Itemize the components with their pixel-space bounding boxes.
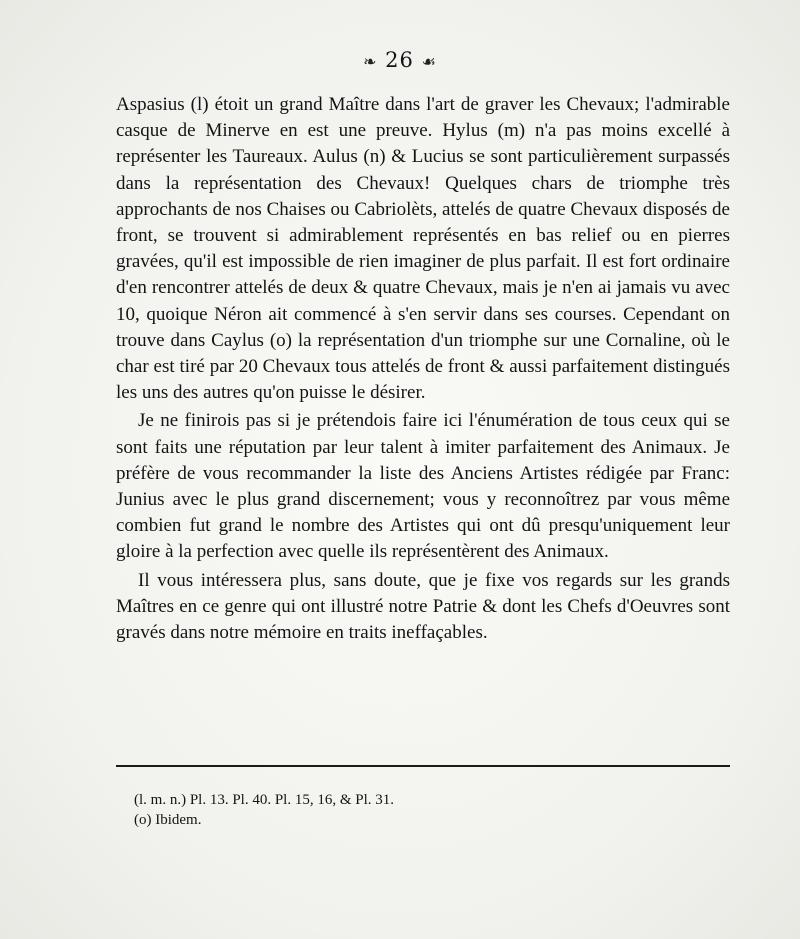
page-number: 26 xyxy=(385,48,414,72)
ornament-left-icon: ❧ xyxy=(363,52,378,71)
footnote-1: (l. m. n.) Pl. 13. Pl. 40. Pl. 15, 16, & Pl. 31. xyxy=(134,792,395,808)
page-header xyxy=(0,48,800,72)
paragraph-1: Aspasius (l) étoit un grand Maître dans l'art de graver les Chevaux; l'admirable casque de Minerve en est une preuve. Hylus (m) n'a pas moins excellé à représenter les Taureaux. Aulus (n) & Lucius se sont particulièrement surpassés dans la représentation des Chevaux! Quelques chars de triomphe très approchants de nos Chaises ou Cabriolèts, attelés de quatre Chevaux disposés de front, se trouvent si admirablement représentés en bas relief ou en pierres gravées, qu'il est impossible de rien imaginer de plus parfait. Il est fort ordinaire d'en rencontrer attelés de deux & quatre Chevaux, mais je n'en ai jamais vu avec 10, quoique Néron ait commencé à s'en servir dans ses courses. Cependant on trouve dans Caylus (o) la représentation d'un triomphe sur une Cornaline, où le char est tiré par 20 Chevaux tous attelés de front & aussi parfaitement distingués les uns des autres qu'on puisse le désirer. xyxy=(116,94,730,404)
footnotes xyxy=(134,790,394,830)
ornament-right-icon: ☙ xyxy=(421,52,437,71)
paragraph-3: Il vous intéressera plus, sans doute, que je fixe vos regards sur les grands Maîtres en ce genre qui ont illustré notre Patrie & dont les Chefs d'Oeuvres sont gravés dans notre mémoire en traits ineffaçables. xyxy=(116,569,730,644)
footnote-2: (o) Ibidem. xyxy=(134,812,202,828)
main-text xyxy=(116,92,730,646)
paragraph-2: Je ne finirois pas si je prétendois faire ici l'énumération de tous ceux qui se sont faits une réputation par leur talent à imiter parfaitement des Animaux. Je préfère de vous recommander la liste des Anciens Artistes rédigée par Franc: Junius avec le plus grand discernement; vous y reconnoîtrez par vous même combien fut grand le nombre des Artistes qui ont dû presqu'uniquement leur gloire à la perfection avec quelle ils représentèrent des Animaux. xyxy=(116,410,730,563)
footnote-divider xyxy=(116,765,730,767)
